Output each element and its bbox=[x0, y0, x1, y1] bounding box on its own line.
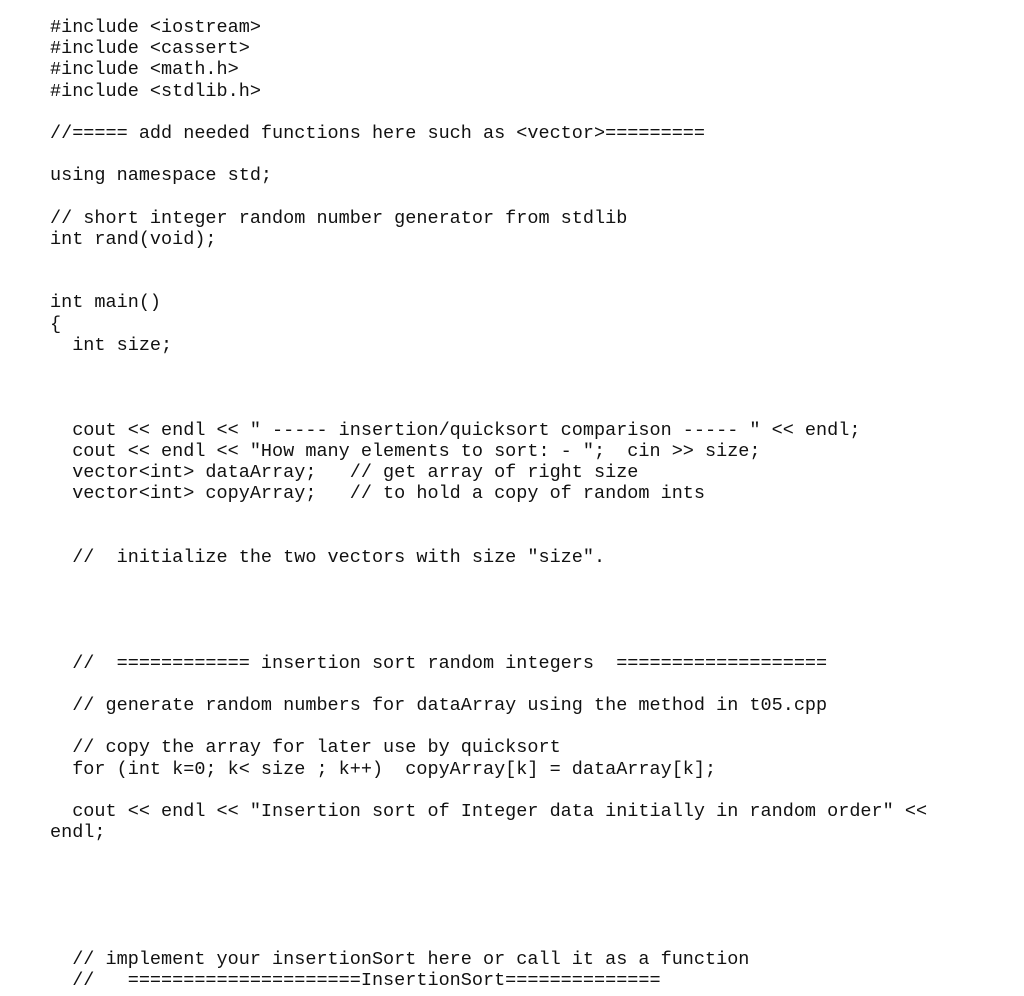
code-line bbox=[50, 843, 927, 864]
code-line bbox=[50, 377, 927, 398]
code-listing bbox=[50, 17, 927, 992]
code-line bbox=[50, 865, 927, 886]
code-line bbox=[50, 631, 927, 652]
code-line: cout << endl << "How many elements to sort: - "; cin >> size; bbox=[50, 440, 761, 462]
code-line bbox=[50, 271, 927, 292]
code-line bbox=[50, 716, 927, 737]
code-line bbox=[50, 526, 927, 547]
code-line: #include <stdlib.h> bbox=[50, 80, 261, 102]
code-line bbox=[50, 250, 927, 271]
code-line: #include <math.h> bbox=[50, 59, 239, 81]
code-line bbox=[50, 907, 927, 928]
code-line: // generate random numbers for dataArray using the method in t05.cpp bbox=[50, 695, 828, 716]
code-line: // implement your insertionSort here or call it as a function bbox=[50, 949, 750, 971]
code-line bbox=[50, 780, 927, 801]
code-line: // copy the array for later use by quicksort bbox=[50, 737, 561, 759]
code-line: using namespace std; bbox=[50, 165, 273, 187]
code-line bbox=[50, 886, 927, 907]
code-line: cout << endl << " ----- insertion/quicksort comparison ----- " << endl; bbox=[50, 419, 861, 441]
code-line: // short integer random number generator from stdlib bbox=[50, 207, 628, 229]
code-line bbox=[50, 610, 927, 631]
code-line bbox=[50, 674, 927, 695]
code-line: cout << endl << "Insertion sort of Integer data initially in random order" << bbox=[50, 800, 928, 822]
code-line: //===== add needed functions here such as <vector>========= bbox=[50, 122, 706, 144]
code-line: // ============ insertion sort random integers =================== bbox=[50, 652, 828, 674]
code-line bbox=[50, 187, 927, 208]
code-line: vector<int> copyArray; // to hold a copy of random ints bbox=[50, 483, 706, 505]
code-line: { bbox=[50, 313, 62, 335]
code-line bbox=[50, 398, 927, 419]
code-line: int main() bbox=[50, 292, 162, 314]
code-line: vector<int> dataArray; // get array of right size bbox=[50, 461, 639, 483]
code-line bbox=[50, 504, 927, 525]
code-line bbox=[50, 144, 927, 165]
code-line: int size; bbox=[50, 334, 173, 356]
code-line: // =====================InsertionSort============== bbox=[50, 970, 661, 992]
code-line bbox=[50, 589, 927, 610]
code-line: endl; bbox=[50, 822, 106, 844]
code-line: #include <cassert> bbox=[50, 38, 250, 60]
code-line: // initialize the two vectors with size "size". bbox=[50, 546, 606, 568]
code-line: int rand(void); bbox=[50, 228, 217, 250]
code-line bbox=[50, 568, 927, 589]
code-line: #include <iostream> bbox=[50, 17, 261, 38]
code-line bbox=[50, 356, 927, 377]
code-line bbox=[50, 928, 927, 949]
code-line bbox=[50, 102, 927, 123]
code-line: for (int k=0; k< size ; k++) copyArray[k] = dataArray[k]; bbox=[50, 758, 717, 780]
